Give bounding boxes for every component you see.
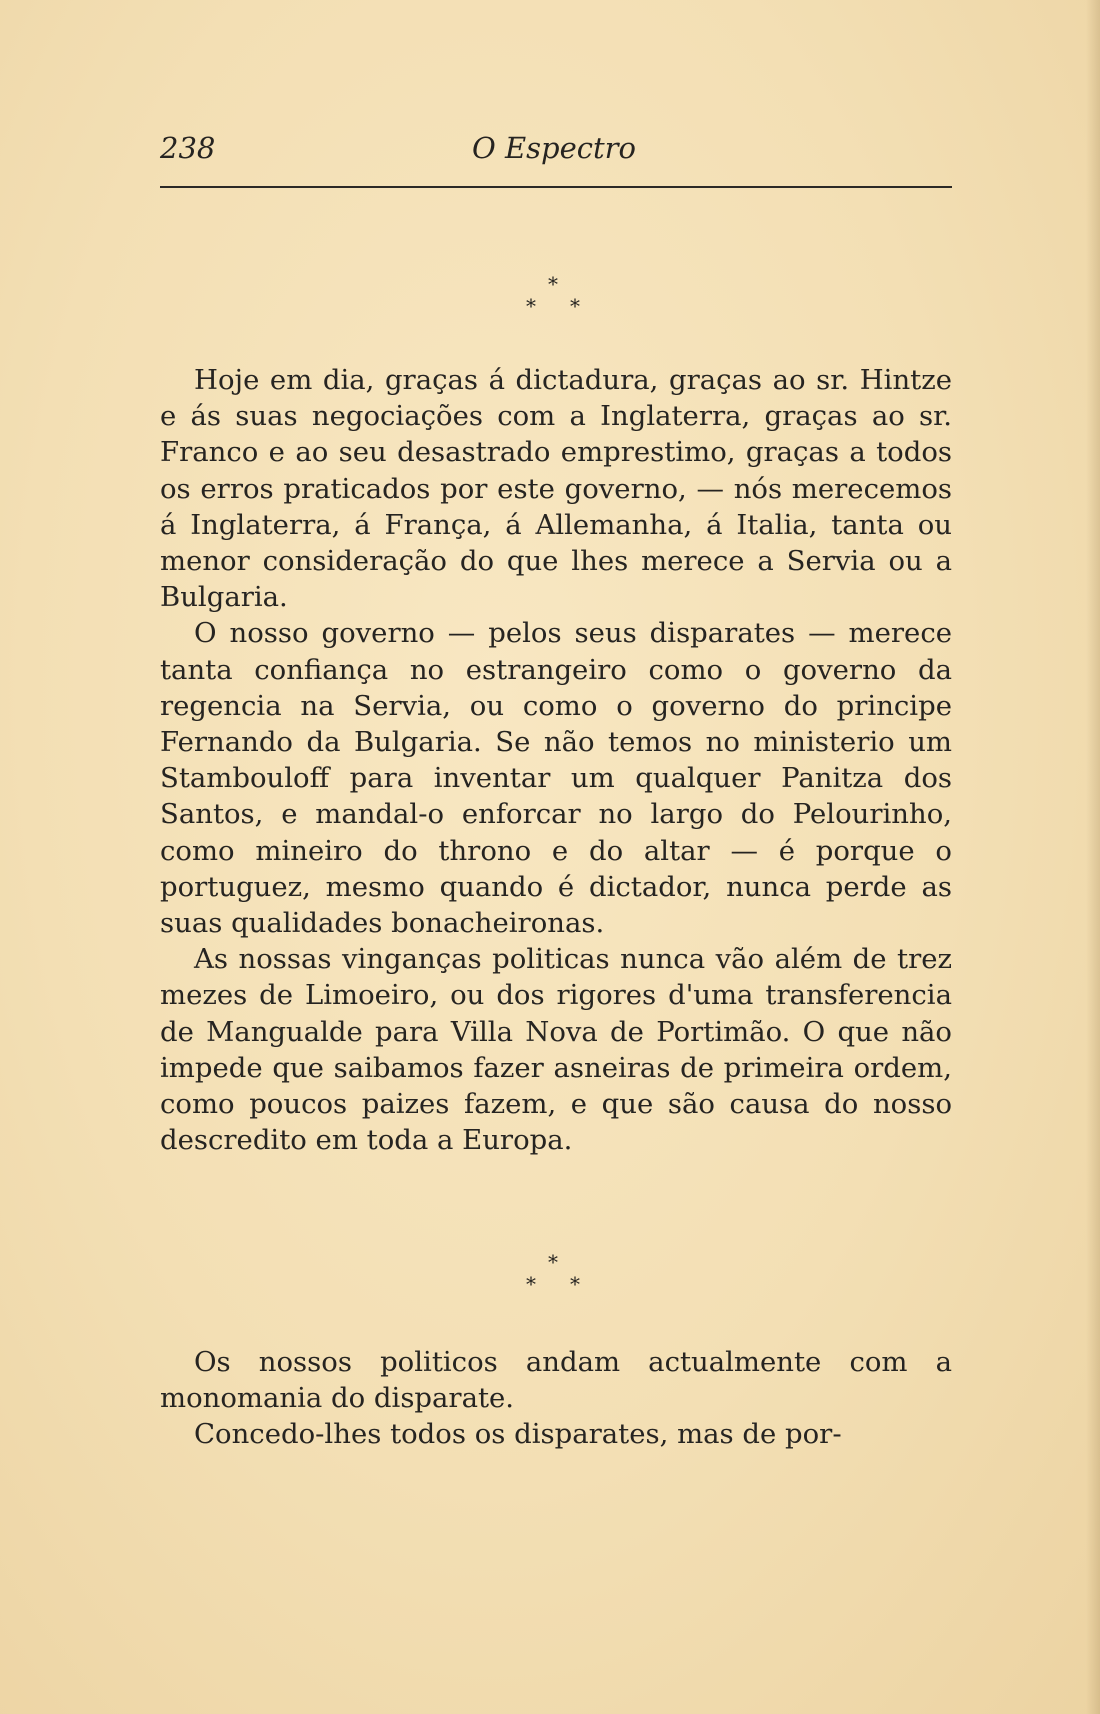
section-divider-asterism bbox=[520, 1252, 592, 1302]
asterisk-glyph: * bbox=[526, 1272, 536, 1296]
paragraph: Concedo-lhes todos os disparates, mas de por- bbox=[194, 1418, 842, 1451]
section-1-text bbox=[160, 362, 952, 1158]
section-divider-asterism bbox=[520, 274, 592, 324]
asterisk-glyph: * bbox=[526, 294, 536, 318]
section-2-text bbox=[160, 1344, 952, 1453]
running-title: O Espectro bbox=[472, 131, 636, 165]
page-edge-shadow bbox=[1086, 0, 1100, 1714]
asterisk-glyph: * bbox=[548, 1250, 558, 1274]
page-header bbox=[160, 128, 952, 168]
header-rule bbox=[160, 186, 952, 188]
paragraph: As nossas vinganças politicas nunca vão além de trez mezes de Limoeiro, ou dos rigores d'uma transferencia de Mangualde para Villa Nova de Portimão. O que não impede que saibamos fazer asneiras de primeira ordem, como poucos paizes fazem, e que são causa do nosso descredito em toda a Europa. bbox=[160, 943, 952, 1157]
paragraph: Os nossos politicos andam actualmente com a monomania do disparate. bbox=[160, 1346, 952, 1415]
paragraph: O nosso governo — pelos seus disparates — merece tanta confiança no estrangeiro como o governo da regencia na Servia, ou como o governo do principe Fernando da Bulgaria. Se não temos no ministerio um Stambouloff para inventar um qualquer Panitza dos Santos, e mandal-o enforcar no largo do Pelourinho, como mineiro do throno e do altar — é porque o portuguez, mesmo quando é dictador, nunca perde as suas qualidades bonacheironas. bbox=[160, 617, 952, 940]
asterisk-glyph: * bbox=[570, 1272, 580, 1296]
page-number: 238 bbox=[160, 131, 216, 165]
asterisk-glyph: * bbox=[570, 294, 580, 318]
asterisk-glyph: * bbox=[548, 272, 558, 296]
paragraph: Hoje em dia, graças á dictadura, graças ao sr. Hintze e ás suas negociações com a Inglaterra, graças ao sr. Franco e ao seu desastrado emprestimo, graças a todos os erros praticados por este governo, — nós merecemos á Inglaterra, á França, á Allemanha, á Italia, tanta ou menor consideração do que lhes merece a Servia ou a Bulgaria. bbox=[160, 364, 952, 614]
